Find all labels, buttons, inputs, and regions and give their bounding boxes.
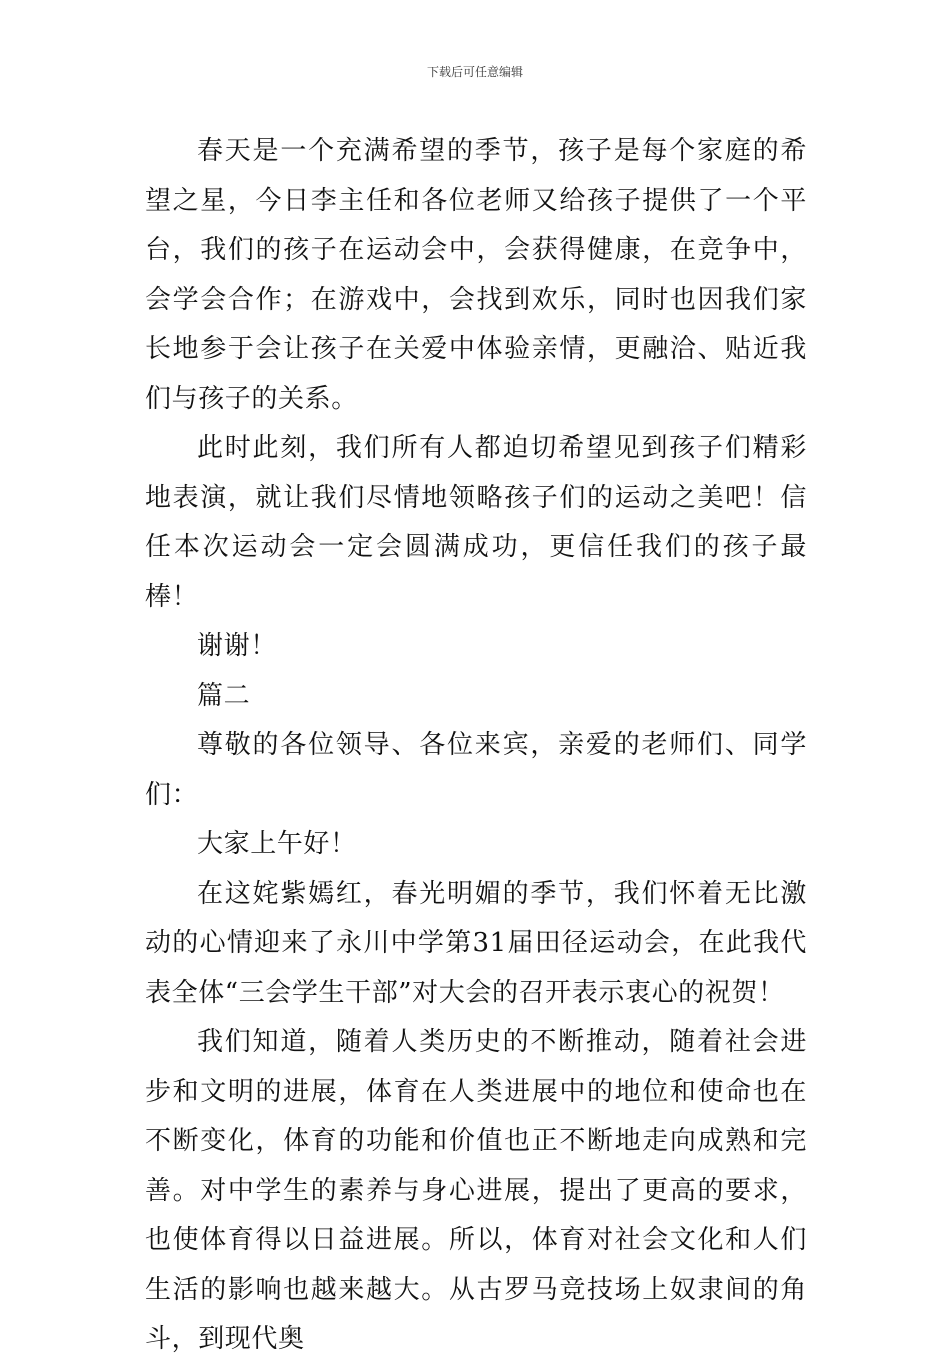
paragraph-spring-hope: 春天是一个充满希望的季节，孩子是每个家庭的希望之星，今日李主任和各位老师又给孩子提供了一个平台，我们的孩子在运动会中，会获得健康，在竞争中，会学会合作；在游戏中，会找到欢乐，同时也因我们家长地参于会让孩子在关爱中体验亲情，更融洽、贴近我们与孩子的关系。 bbox=[145, 136, 807, 414]
paragraph-sports-history: 我们知道，随着人类历史的不断推动，随着社会进步和文明的进展，体育在人类进展中的地位和使命也在不断变化，体育的功能和价值也正不断地走向成熟和完善。对中学生的素养与身心进展，提出了更高的要求，也使体育得以日益进展。所以，体育对社会文化和人们生活的影响也越来越大。从古罗马竞技场上奴隶间的角斗，到现代奥 bbox=[145, 1027, 807, 1354]
paragraph-this-moment: 此时此刻，我们所有人都迫切希望见到孩子们精彩地表演，就让我们尽情地领略孩子们的运动之美吧！信任本次运动会一定会圆满成功，更信任我们的孩子最棒！ bbox=[145, 433, 807, 612]
page-header-note: 下载后可任意编辑 bbox=[426, 65, 523, 79]
paragraph-greeting: 大家上午好！ bbox=[197, 829, 357, 859]
paragraph-thanks: 谢谢！ bbox=[197, 631, 277, 661]
document-body bbox=[145, 127, 807, 1365]
paragraph-salutation: 尊敬的各位领导、各位来宾，亲爱的老师们、同学们： bbox=[145, 730, 807, 810]
paragraph-opening: 在这姹紫嫣红，春光明媚的季节，我们怀着无比激动的心情迎来了永川中学第31届田径运动会，在此我代表全体“三会学生干部”对大会的召开表示衷心的祝贺！ bbox=[145, 878, 807, 1008]
section-heading-part-two: 篇二 bbox=[197, 680, 251, 711]
